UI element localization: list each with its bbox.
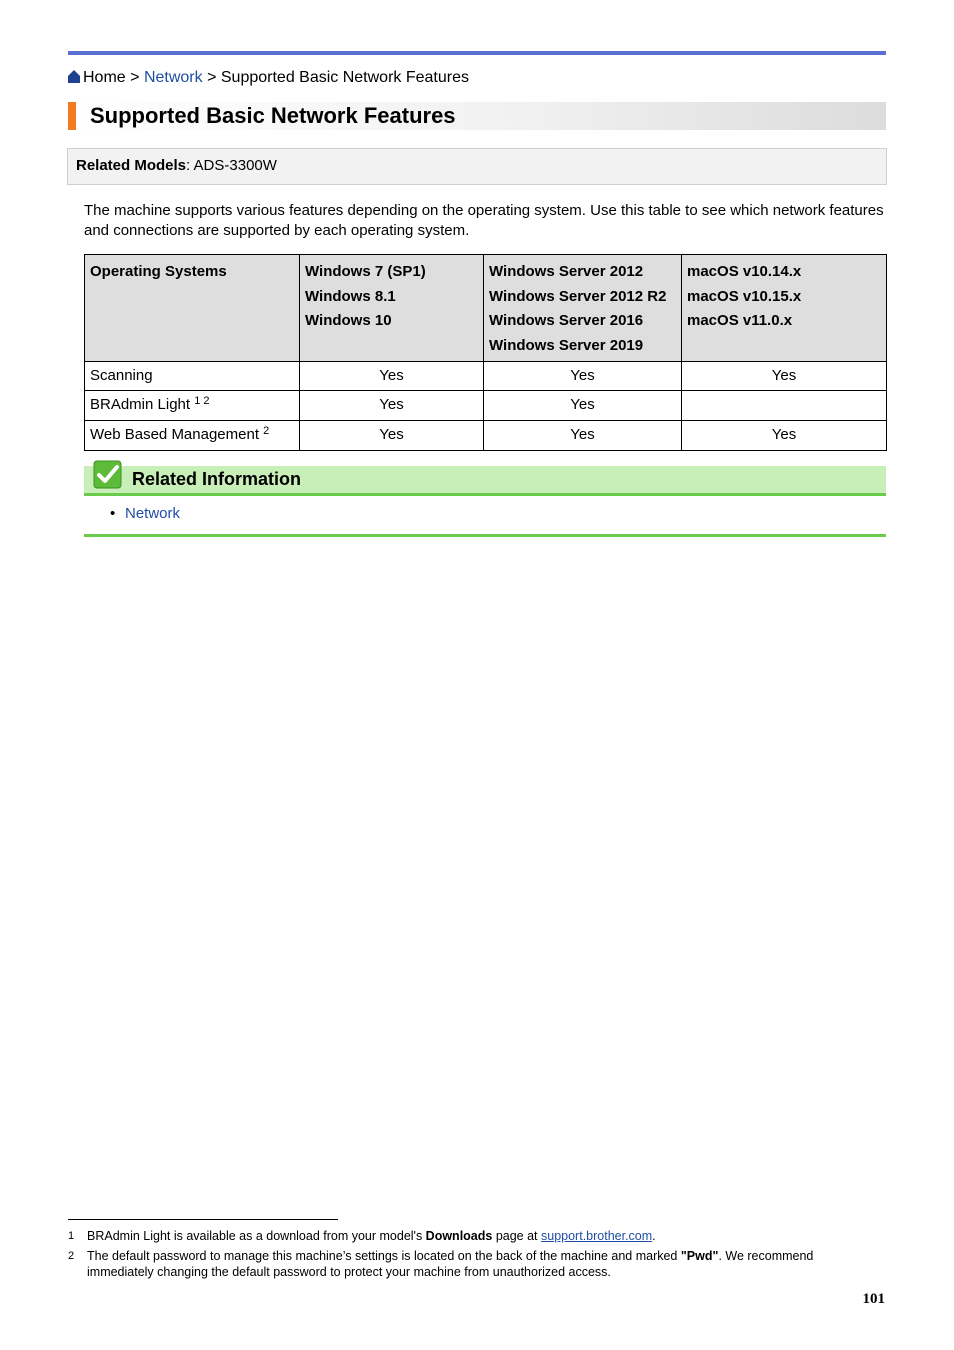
table-row — [85, 421, 887, 451]
feature-cell: Scanning — [85, 362, 300, 391]
table-row — [85, 391, 887, 421]
page-title: Supported Basic Network Features — [90, 103, 456, 128]
value-cell: Yes — [484, 362, 682, 391]
table-header-row — [85, 255, 887, 362]
title-accent — [68, 102, 76, 130]
support-link[interactable]: support.brother.com — [541, 1229, 653, 1243]
header-windows: Windows 7 (SP1) Windows 8.1 Windows 10 — [300, 255, 484, 362]
footnote-1: 1 BRAdmin Light is available as a download from your model's Downloads page at support.brother.com. — [68, 1229, 656, 1243]
intro-paragraph: The machine supports various features depending on the operating system. Use this table to see which network features and connections are supported by each operating system. — [84, 202, 884, 239]
breadcrumb-network-link[interactable]: Network — [143, 69, 203, 86]
related-information-header — [84, 466, 886, 496]
related-information-heading: Related Information — [132, 469, 302, 489]
related-models-separator: : — [186, 157, 191, 174]
value-cell — [682, 391, 887, 421]
list-bullet: • — [110, 505, 116, 522]
footnote-number: 2 — [68, 1250, 75, 1262]
breadcrumb-current: Supported Basic Network Features — [220, 69, 469, 86]
feature-cell: Web Based Management $^2$ — [85, 421, 300, 451]
related-models — [76, 156, 277, 176]
related-information-rule — [84, 534, 886, 537]
value-cell: Yes — [682, 421, 887, 451]
breadcrumb-separator: > — [130, 69, 140, 86]
features-table — [84, 254, 887, 451]
breadcrumb — [68, 68, 469, 88]
value-cell: Yes — [484, 421, 682, 451]
related-models-label: Related Models — [76, 157, 187, 174]
value-cell: Yes — [300, 362, 484, 391]
related-models-box — [67, 148, 887, 185]
related-link-network[interactable]: Network — [125, 505, 181, 522]
checkmark-icon — [93, 460, 122, 489]
footnote-2: 2 The default password to manage this machine’s settings is located on the back of the machine and marked "Pwd". We recommend immediately changing the default password to protect your machine from unauthorized access. — [68, 1249, 814, 1279]
table-row — [85, 362, 887, 391]
value-cell: Yes — [682, 362, 887, 391]
list-item — [110, 504, 180, 524]
related-information-list — [110, 504, 180, 524]
page-number: 101 — [862, 1291, 885, 1307]
value-cell: Yes — [300, 391, 484, 421]
value-cell: Yes — [484, 391, 682, 421]
feature-cell: BRAdmin Light $^{1 2}$ — [85, 391, 300, 421]
breadcrumb-home[interactable]: Home — [83, 69, 126, 86]
home-icon — [68, 70, 80, 83]
page-title-bar — [68, 102, 886, 130]
footnote-ref: 1 2 — [194, 395, 210, 407]
related-models-value: ADS-3300W — [193, 157, 277, 174]
header-windows-server: Windows Server 2012 Windows Server 2012 R2 Windows Server 2016 Windows Server 2019 — [484, 255, 682, 362]
breadcrumb-separator: > — [207, 69, 217, 86]
footnote-ref: 2 — [263, 425, 270, 437]
header-macos: macOS v10.14.x macOS v10.15.x macOS v11.0.x — [682, 255, 887, 362]
footnote-number: 1 — [68, 1230, 75, 1242]
value-cell: Yes — [300, 421, 484, 451]
header-rule — [68, 51, 886, 55]
header-operating-systems: Operating Systems — [85, 255, 300, 362]
footnote-rule — [68, 1219, 338, 1220]
